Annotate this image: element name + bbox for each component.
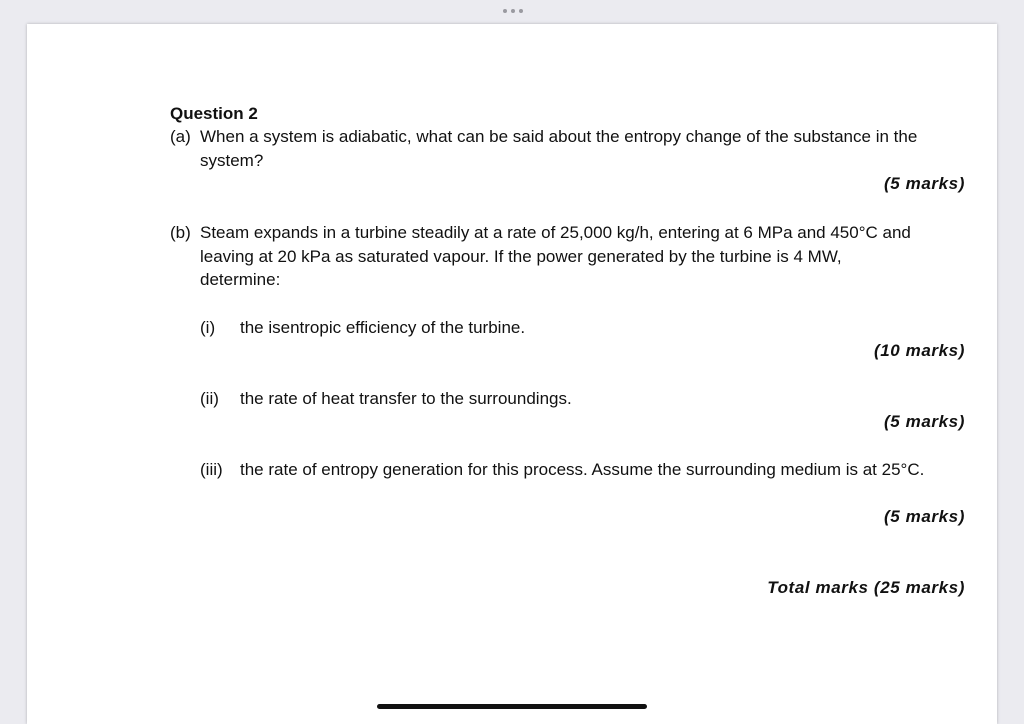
part-b-line1: Steam expands in a turbine steadily at a rate of 25,000 kg/h, entering at 6 MPa and 450°C and: [200, 223, 911, 242]
home-indicator[interactable]: [377, 704, 647, 709]
part-b-line2: leaving at 20 kPa as saturated vapour. If the power generated by the turbine is 4 MW,: [200, 247, 842, 266]
more-options-icon[interactable]: [503, 8, 523, 14]
dot: [503, 9, 507, 13]
part-a-line1: When a system is adiabatic, what can be said about the entropy change of the substance in the: [200, 127, 918, 146]
question-title: Question 2: [170, 104, 258, 123]
sub-i-text: the isentropic efficiency of the turbine.: [240, 318, 526, 337]
total-marks: Total marks (25 marks): [767, 578, 965, 597]
dot: [511, 9, 515, 13]
part-a-label: (a): [170, 127, 191, 146]
sub-iii-label: (iii): [200, 460, 223, 479]
part-b-line3: determine:: [200, 270, 281, 289]
sub-ii-text: the rate of heat transfer to the surroundings.: [240, 389, 572, 408]
dot: [519, 9, 523, 13]
sub-iii-marks: (5 marks): [884, 507, 965, 526]
part-a-line2: system?: [200, 151, 264, 170]
sub-i-marks: (10 marks): [873, 341, 965, 360]
sub-iii-text: the rate of entropy generation for this process. Assume the surrounding medium is at 25°C.: [240, 460, 925, 479]
sub-ii-marks: (5 marks): [884, 412, 965, 431]
part-b-label: (b): [170, 223, 191, 242]
document-page: [27, 24, 997, 724]
part-a-marks: (5 marks): [884, 174, 965, 193]
sub-ii-label: (ii): [200, 389, 219, 408]
sub-i-label: (i): [200, 318, 216, 337]
